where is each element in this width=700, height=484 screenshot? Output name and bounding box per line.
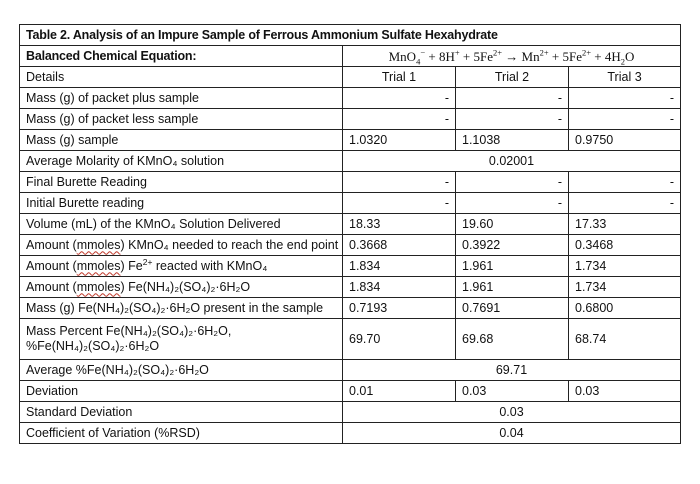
table-row bbox=[20, 130, 681, 151]
table-cell: - bbox=[343, 109, 456, 130]
table-cell: 0.03 bbox=[343, 402, 681, 423]
row-label: Amount (mmoles) $Fe^{2+}$ reacted with KMnO₄ bbox=[20, 256, 343, 277]
table-cell: 0.7691 bbox=[456, 298, 569, 319]
analysis-table bbox=[19, 24, 681, 444]
table-row bbox=[20, 151, 681, 172]
table-row bbox=[20, 298, 681, 319]
row-label: Deviation bbox=[20, 381, 343, 402]
table-cell: - bbox=[343, 88, 456, 109]
row-label: Amount (mmoles) KMnO₄ needed to reach the end point bbox=[20, 235, 343, 256]
table-cell: 1.0320 bbox=[343, 130, 456, 151]
table-cell: 0.6800 bbox=[569, 298, 681, 319]
table-cell: 1.734 bbox=[569, 256, 681, 277]
table-cell: 0.02001 bbox=[343, 151, 681, 172]
header-row bbox=[20, 67, 681, 88]
table-row bbox=[20, 193, 681, 214]
table-row bbox=[20, 423, 681, 444]
table-cell: 18.33 bbox=[343, 214, 456, 235]
table-cell: - bbox=[343, 193, 456, 214]
equation-row bbox=[20, 46, 681, 67]
table-cell: 0.03 bbox=[456, 381, 569, 402]
table-row bbox=[20, 360, 681, 381]
table-cell: 69.68 bbox=[456, 319, 569, 360]
table-cell: 1.734 bbox=[569, 277, 681, 298]
row-label: Amount (mmoles) Fe(NH₄)₂(SO₄)₂·6H₂O bbox=[20, 277, 343, 298]
table-cell: 0.01 bbox=[343, 381, 456, 402]
table-cell: 68.74 bbox=[569, 319, 681, 360]
row-label: Mass (g) Fe(NH₄)₂(SO₄)₂·6H₂O present in the sample bbox=[20, 298, 343, 319]
header-trial-2: Trial 2 bbox=[456, 67, 569, 88]
table-row bbox=[20, 88, 681, 109]
table-cell: 1.1038 bbox=[456, 130, 569, 151]
table-cell: 69.71 bbox=[343, 360, 681, 381]
table-cell: 0.3668 bbox=[343, 235, 456, 256]
row-label: Standard Deviation bbox=[20, 402, 343, 423]
table-cell: 0.9750 bbox=[569, 130, 681, 151]
table-cell: 1.834 bbox=[343, 277, 456, 298]
table-cell: - bbox=[456, 193, 569, 214]
row-label: Average Molarity of KMnO₄ solution bbox=[20, 151, 343, 172]
table-cell: - bbox=[456, 109, 569, 130]
table-row bbox=[20, 214, 681, 235]
table-cell: - bbox=[569, 172, 681, 193]
row-label: Average %Fe(NH₄)₂(SO₄)₂·6H₂O bbox=[20, 360, 343, 381]
table-row bbox=[20, 109, 681, 130]
table-row bbox=[20, 172, 681, 193]
row-label: Mass (g) sample bbox=[20, 130, 343, 151]
table-cell: 1.961 bbox=[456, 277, 569, 298]
header-trial-1: Trial 1 bbox=[343, 67, 456, 88]
header-trial-3: Trial 3 bbox=[569, 67, 681, 88]
table-cell: 0.3468 bbox=[569, 235, 681, 256]
table-cell: 1.961 bbox=[456, 256, 569, 277]
row-label: Mass Percent Fe(NH₄)₂(SO₄)₂·6H₂O, %Fe(NH₄)₂(SO₄)₂·6H₂O bbox=[20, 319, 343, 360]
table-cell: 1.834 bbox=[343, 256, 456, 277]
row-label: Mass (g) of packet less sample bbox=[20, 109, 343, 130]
table-row bbox=[20, 319, 681, 360]
table-cell: 0.04 bbox=[343, 423, 681, 444]
table-cell: 0.7193 bbox=[343, 298, 456, 319]
row-label: Mass (g) of packet plus sample bbox=[20, 88, 343, 109]
table-row bbox=[20, 402, 681, 423]
table-cell: - bbox=[456, 172, 569, 193]
balanced-equation: $MnO_4^- + 8H^+ + 5Fe^{2+} \to Mn^{2+} + 5Fe^{2+} + 4H_2O$ bbox=[343, 46, 681, 67]
title-row bbox=[20, 25, 681, 46]
table-row bbox=[20, 277, 681, 298]
equation-label: Balanced Chemical Equation: bbox=[20, 46, 343, 67]
table-cell: - bbox=[569, 193, 681, 214]
table-cell: 0.3922 bbox=[456, 235, 569, 256]
row-label: Final Burette Reading bbox=[20, 172, 343, 193]
row-label: Coefficient of Variation (%RSD) bbox=[20, 423, 343, 444]
table-cell: 69.70 bbox=[343, 319, 456, 360]
header-details: Details bbox=[20, 67, 343, 88]
row-label: Volume (mL) of the KMnO₄ Solution Delivered bbox=[20, 214, 343, 235]
table-title: Table 2. Analysis of an Impure Sample of Ferrous Ammonium Sulfate Hexahydrate bbox=[20, 25, 681, 46]
table-row bbox=[20, 256, 681, 277]
row-label: Initial Burette reading bbox=[20, 193, 343, 214]
table-cell: 0.03 bbox=[569, 381, 681, 402]
table-cell: 17.33 bbox=[569, 214, 681, 235]
table-cell: - bbox=[343, 172, 456, 193]
table-row bbox=[20, 235, 681, 256]
table-cell: 19.60 bbox=[456, 214, 569, 235]
table-row bbox=[20, 381, 681, 402]
table-cell: - bbox=[569, 88, 681, 109]
table-cell: - bbox=[569, 109, 681, 130]
table-cell: - bbox=[456, 88, 569, 109]
